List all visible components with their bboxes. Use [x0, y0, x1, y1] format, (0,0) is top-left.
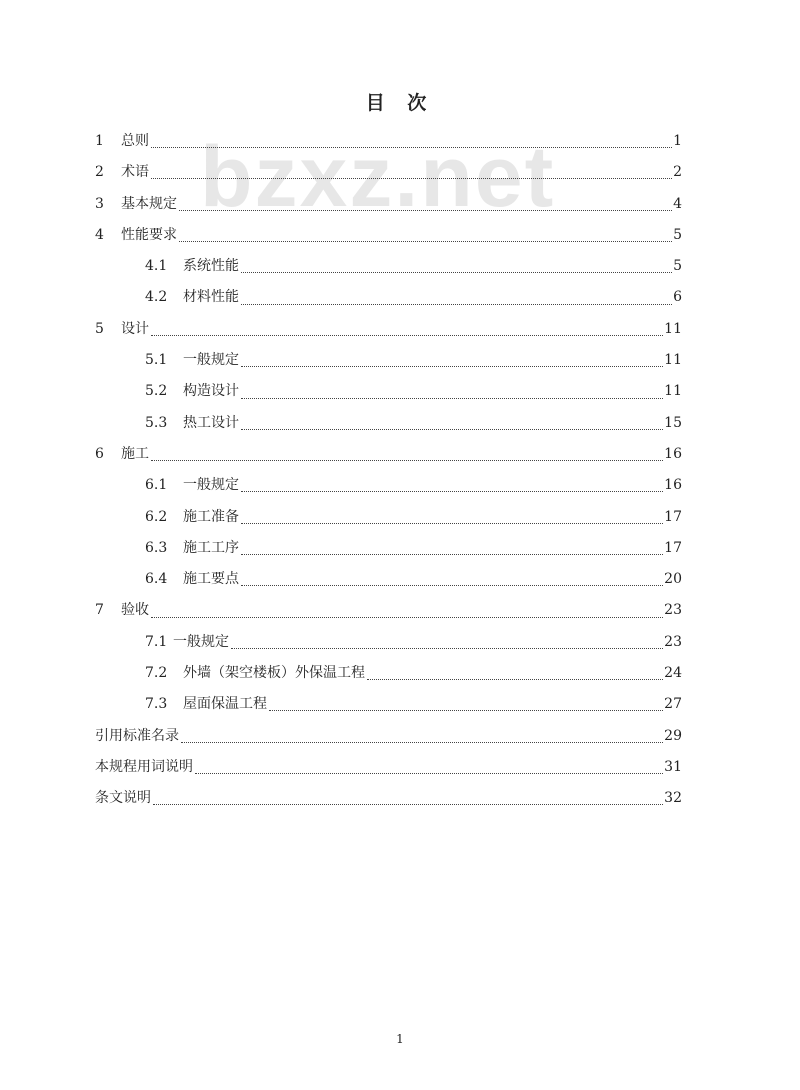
toc-leader-dots	[151, 147, 672, 148]
toc-entry-title: 施工工序	[183, 539, 239, 556]
toc-entry-7[interactable]	[95, 595, 682, 626]
toc-entry-title: 外墙（架空楼板）外保温工程	[183, 665, 365, 682]
toc-entry-number: 5.3	[145, 414, 168, 431]
toc-entry-title: 总则	[121, 133, 149, 149]
toc-entry-number: 6	[95, 445, 104, 462]
toc-entry-explanation[interactable]	[95, 783, 682, 814]
toc-entry-title: 一般规定	[173, 633, 229, 650]
toc-entry-number: 4.2	[145, 289, 168, 306]
toc-entry-number: 3	[95, 195, 104, 212]
toc-leader-dots	[241, 304, 672, 305]
toc-entry-number: 6.3	[145, 539, 168, 556]
toc-entry-number: 1	[95, 133, 104, 149]
toc-entry-title: 施工准备	[183, 508, 239, 525]
toc-entry-number: 6.1	[145, 477, 168, 494]
toc-entry-number: 7	[95, 602, 104, 619]
table-of-contents	[95, 126, 682, 815]
toc-entry-7-1[interactable]	[95, 627, 682, 658]
toc-leader-dots	[153, 804, 663, 805]
toc-entry-number: 7.3	[145, 696, 168, 713]
toc-leader-dots	[179, 210, 672, 211]
toc-entry-title: 屋面保温工程	[183, 696, 267, 713]
toc-entry-page: 23	[664, 602, 682, 619]
toc-entry-number: 6.4	[145, 571, 168, 588]
toc-entry-page: 5	[673, 258, 682, 275]
toc-entry-page: 17	[664, 508, 682, 525]
toc-entry-4-2[interactable]	[95, 282, 682, 313]
toc-entry-page: 1	[673, 133, 682, 149]
toc-entry-5-2[interactable]	[95, 376, 682, 407]
toc-entry-page: 16	[664, 477, 682, 494]
toc-entry-1[interactable]	[95, 126, 682, 157]
toc-leader-dots	[241, 585, 663, 586]
toc-entry-page: 6	[673, 289, 682, 306]
toc-entry-wording[interactable]	[95, 752, 682, 783]
toc-entry-number: 6.2	[145, 508, 168, 525]
toc-entry-title: 材料性能	[183, 289, 239, 306]
toc-entry-page: 20	[664, 571, 682, 588]
toc-leader-dots	[367, 679, 663, 680]
toc-entry-title: 术语	[121, 164, 149, 181]
toc-leader-dots	[241, 554, 663, 555]
toc-entry-page: 29	[664, 727, 682, 744]
toc-entry-title: 构造设计	[183, 383, 239, 400]
toc-entry-6-1[interactable]	[95, 470, 682, 501]
toc-entry-page: 16	[664, 445, 682, 462]
toc-entry-page: 17	[664, 539, 682, 556]
toc-leader-dots	[151, 178, 672, 179]
toc-leader-dots	[241, 429, 663, 430]
toc-entry-title: 基本规定	[121, 195, 177, 212]
toc-entry-6-4[interactable]	[95, 564, 682, 595]
toc-entry-number: 5.2	[145, 383, 168, 400]
toc-entry-page: 2	[673, 164, 682, 181]
page-title: 目 次	[365, 92, 435, 114]
toc-entry-page: 4	[673, 195, 682, 212]
toc-entry-number: 7.2	[145, 665, 168, 682]
toc-entry-6-2[interactable]	[95, 502, 682, 533]
toc-entry-references[interactable]	[95, 721, 682, 752]
toc-entry-title: 设计	[121, 320, 149, 337]
toc-entry-title: 施工	[121, 445, 149, 462]
toc-entry-title: 性能要求	[121, 226, 177, 243]
toc-entry-title: 验收	[121, 602, 149, 619]
toc-entry-page: 23	[664, 633, 682, 650]
toc-entry-number: 4	[95, 226, 104, 243]
toc-entry-page: 31	[664, 758, 682, 775]
toc-leader-dots	[151, 460, 663, 461]
toc-entry-title: 施工要点	[183, 571, 239, 588]
toc-leader-dots	[151, 617, 663, 618]
toc-entry-title: 本规程用词说明	[95, 758, 193, 775]
toc-leader-dots	[181, 742, 663, 743]
toc-entry-page: 32	[664, 790, 682, 807]
toc-leader-dots	[241, 272, 672, 273]
toc-entry-7-2[interactable]	[95, 658, 682, 689]
toc-entry-number: 5	[95, 320, 104, 337]
toc-entry-4-1[interactable]	[95, 251, 682, 282]
toc-entry-number: 7.1	[145, 633, 168, 650]
toc-entry-page: 5	[673, 226, 682, 243]
watermark: bzxz.net	[200, 129, 556, 225]
toc-entry-3[interactable]	[95, 189, 682, 220]
toc-entry-title: 条文说明	[95, 790, 151, 807]
toc-entry-5[interactable]	[95, 314, 682, 345]
toc-entry-title: 一般规定	[183, 352, 239, 369]
toc-entry-5-3[interactable]	[95, 408, 682, 439]
toc-entry-title: 引用标准名录	[95, 727, 179, 744]
toc-entry-7-3[interactable]	[95, 689, 682, 720]
toc-leader-dots	[151, 335, 663, 336]
toc-entry-page: 11	[664, 320, 682, 337]
toc-entry-number: 4.1	[145, 258, 168, 275]
toc-entry-title: 一般规定	[183, 477, 239, 494]
toc-entry-4[interactable]	[95, 220, 682, 251]
toc-entry-6-3[interactable]	[95, 533, 682, 564]
toc-leader-dots	[179, 241, 672, 242]
toc-entry-page: 11	[664, 352, 682, 369]
toc-entry-5-1[interactable]	[95, 345, 682, 376]
toc-entry-page: 24	[664, 665, 682, 682]
toc-leader-dots	[231, 648, 663, 649]
toc-leader-dots	[241, 491, 663, 492]
toc-entry-number: 5.1	[145, 352, 168, 369]
toc-leader-dots	[269, 710, 663, 711]
toc-entry-title: 系统性能	[183, 258, 239, 275]
toc-leader-dots	[195, 773, 663, 774]
toc-entry-number: 2	[95, 164, 104, 181]
toc-entry-page: 27	[664, 696, 682, 713]
page-number: 1	[396, 1032, 404, 1046]
toc-entry-6[interactable]	[95, 439, 682, 470]
toc-entry-page: 11	[664, 383, 682, 400]
toc-leader-dots	[241, 523, 663, 524]
toc-entry-2[interactable]	[95, 157, 682, 188]
toc-leader-dots	[241, 366, 663, 367]
toc-entry-title: 热工设计	[183, 414, 239, 431]
toc-entry-page: 15	[664, 414, 682, 431]
toc-leader-dots	[241, 398, 663, 399]
